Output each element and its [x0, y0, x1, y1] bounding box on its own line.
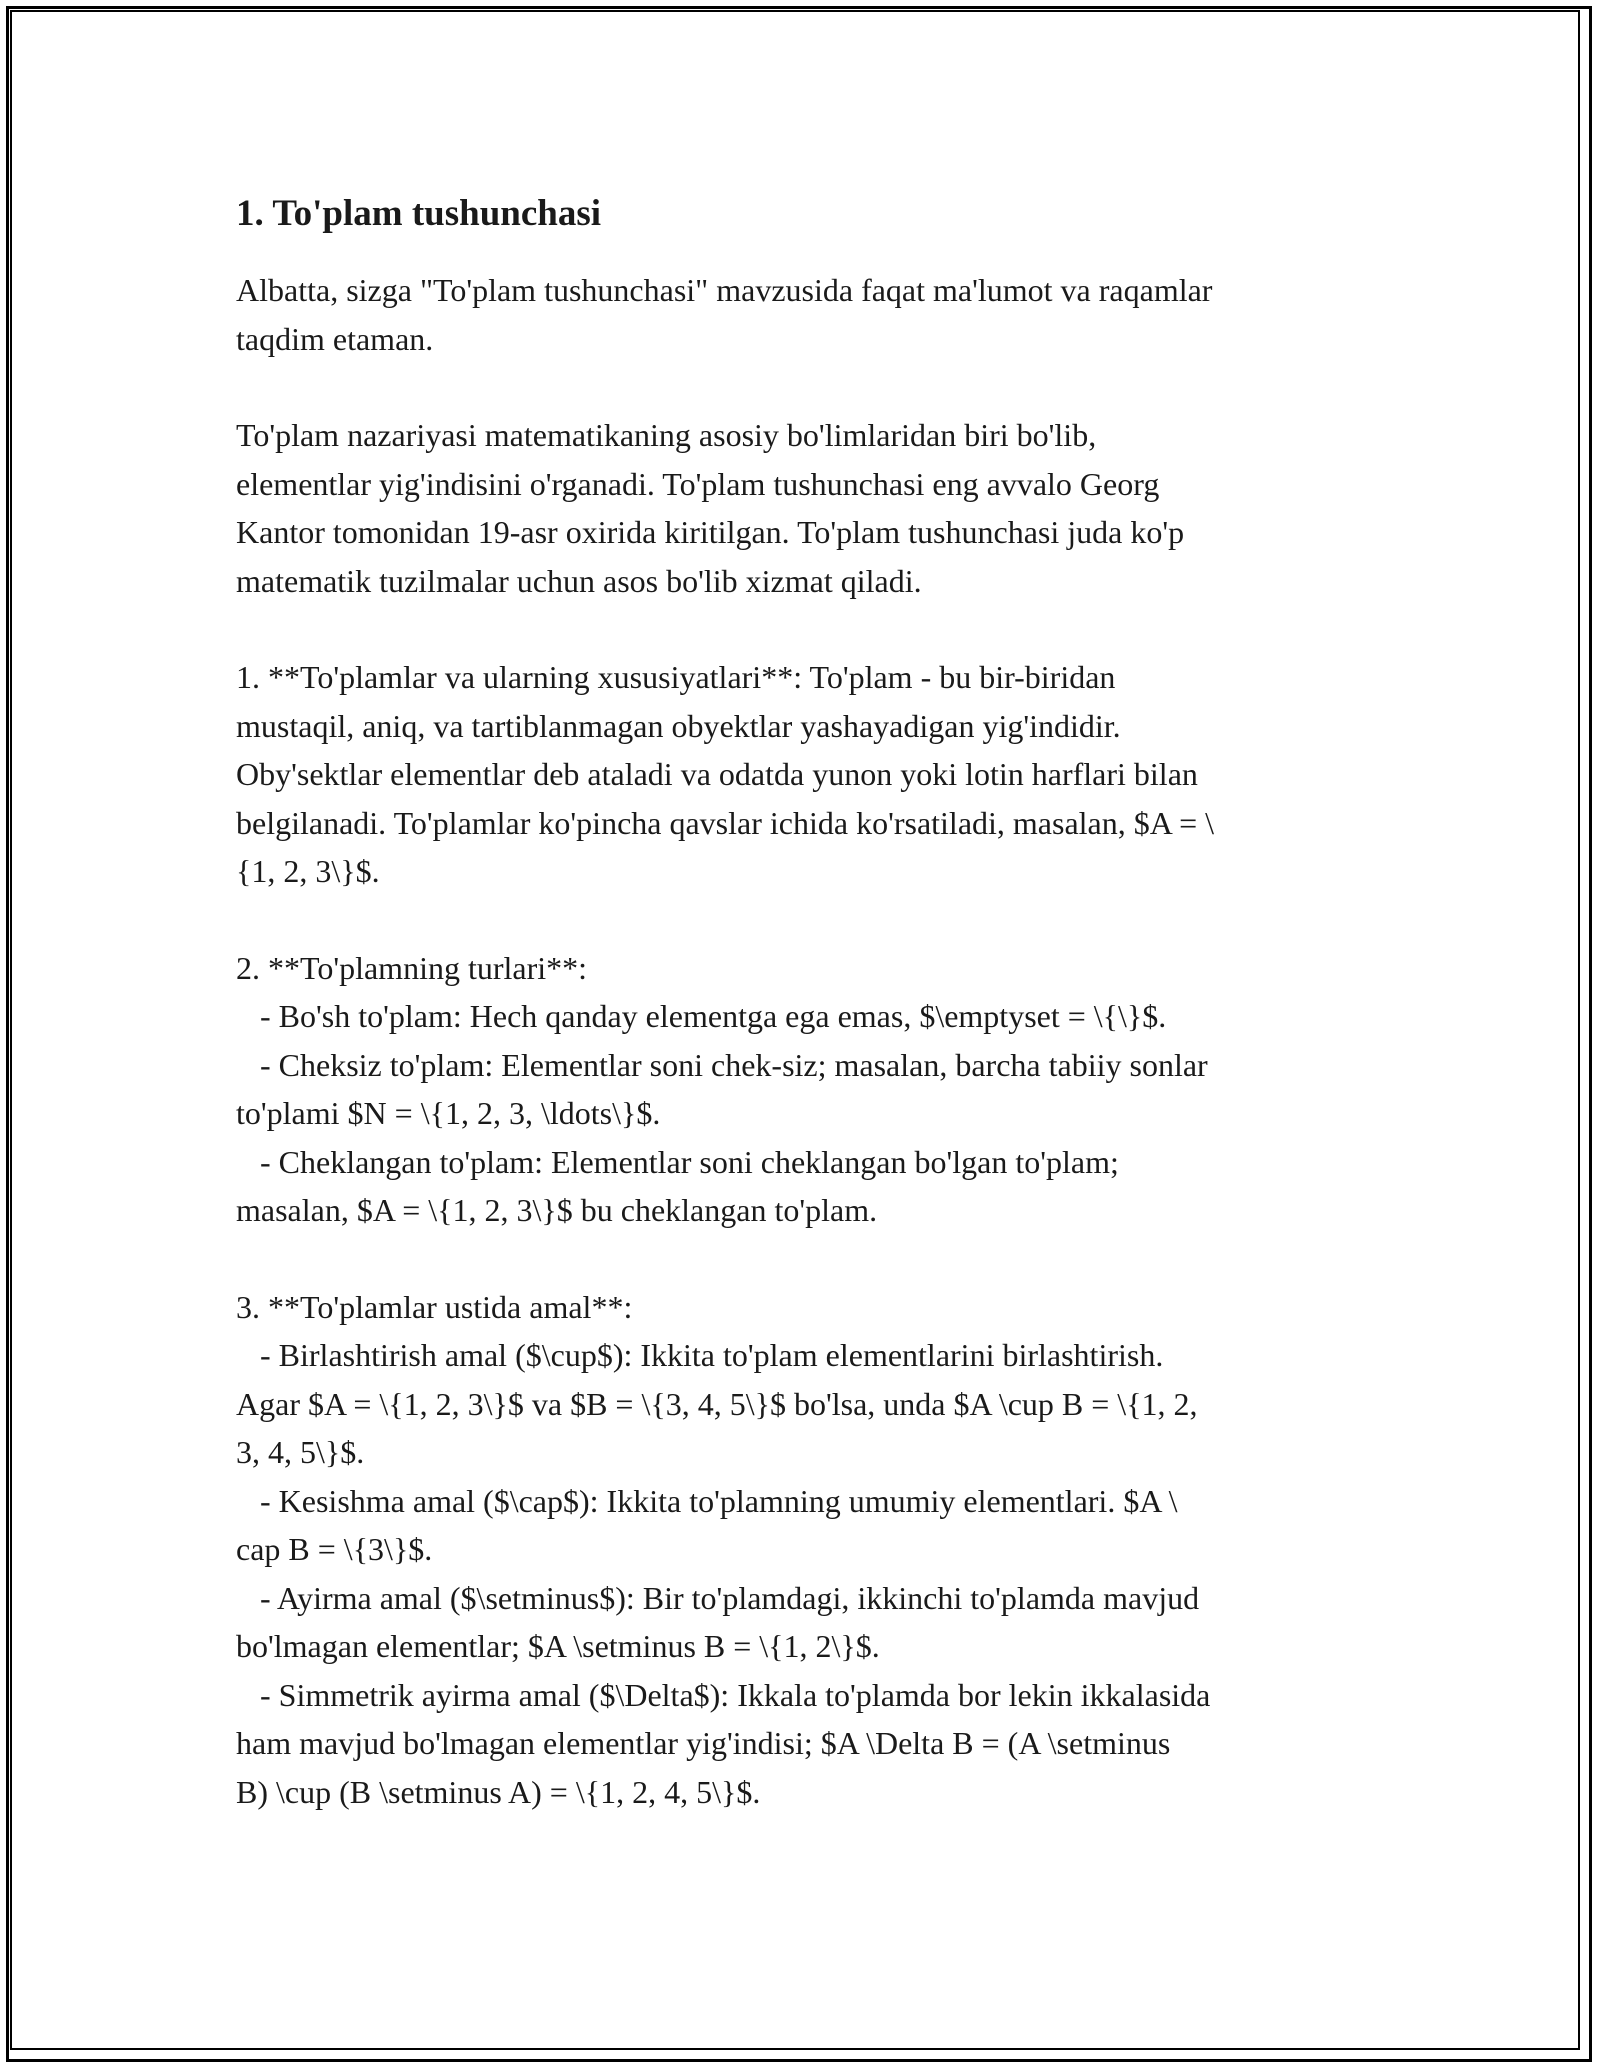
- text-line: 3. **To'plamlar ustida amal**:: [236, 1288, 633, 1325]
- paragraph-properties: [236, 653, 1366, 896]
- document-body: [236, 186, 1366, 1864]
- text-line: B) \cup (B \setminus A) = \{1, 2, 4, 5\}$.: [236, 1773, 761, 1810]
- text-line: 1. **To'plamlar va ularning xususiyatlari**: To'plam - bu bir-biridan: [236, 659, 1116, 695]
- text-line: - Bo'sh to'plam: Hech qanday elementga ega emas, $\emptyset = \{\}$.: [236, 998, 1167, 1034]
- text-line: Oby'sektlar elementlar deb ataladi va odatda yunon yoki lotin harflari bilan: [236, 756, 1198, 792]
- text-line: To'plam nazariyasi matematikaning asosiy bo'limlaridan biri bo'lib,: [236, 417, 1097, 453]
- text-line: bo'lmagan elementlar; $A \setminus B = \{1, 2\}$.: [236, 1628, 880, 1664]
- text-line: - Simmetrik ayirma amal ($\Delta$): Ikkala to'plamda bor lekin ikkalasida: [236, 1676, 1211, 1713]
- text-line: Agar $A = \{1, 2, 3\}$ va $B = \{3, 4, 5\}$ bo'lsa, unda $A \cup B = \{1, 2,: [236, 1385, 1198, 1422]
- paragraph-operations: [236, 1283, 1366, 1817]
- text-line: Kantor tomonidan 19-asr oxirida kiritilgan. To'plam tushunchasi juda ko'p: [236, 514, 1185, 550]
- paragraph-theory: [236, 411, 1366, 605]
- text-line: elementlar yig'indisini o'rganadi. To'plam tushunchasi eng avvalo Georg: [236, 465, 1160, 502]
- text-line: 3, 4, 5\}$.: [236, 1434, 365, 1470]
- text-line: - Ayirma amal ($\setminus$): Bir to'plamdagi, ikkinchi to'plamda mavjud: [236, 1579, 1200, 1616]
- text-line: masalan, $A = \{1, 2, 3\}$ bu cheklangan to'plam.: [236, 1192, 878, 1228]
- text-line: Albatta, sizga "To'plam tushunchasi" mavzusida faqat ma'lumot va raqamlar: [236, 272, 1213, 308]
- text-line: taqdim etaman.: [236, 320, 434, 357]
- text-line: belgilanadi. To'plamlar ko'pincha qavslar ichida ko'rsatiladi, masalan, $A = \: [236, 804, 1215, 841]
- text-line: - Cheksiz to'plam: Elementlar soni chek-siz; masalan, barcha tabiiy sonlar: [236, 1046, 1208, 1083]
- text-line: 2. **To'plamning turlari**:: [236, 949, 588, 986]
- text-line: mustaqil, aniq, va tartiblanmagan obyektlar yashayadigan yig'indidir.: [236, 707, 1121, 744]
- text-line: - Birlashtirish amal ($\cup$): Ikkita to'plam elementlarini birlashtirish.: [236, 1337, 1164, 1373]
- text-line: - Cheklangan to'plam: Elementlar soni cheklangan bo'lgan to'plam;: [236, 1143, 1119, 1180]
- document-title: 1. To'plam tushunchasi: [236, 193, 602, 234]
- text-line: ham mavjud bo'lmagan elementlar yig'indisi; $A \Delta B = (A \setminus: [236, 1725, 1171, 1761]
- text-line: - Kesishma amal ($\cap$): Ikkita to'plamning umumiy elementlari. $A \: [236, 1482, 1178, 1519]
- text-line: cap B = \{3\}$.: [236, 1531, 433, 1567]
- text-line: matematik tuzilmalar uchun asos bo'lib xizmat qiladi.: [236, 562, 922, 599]
- text-line: {1, 2, 3\}$.: [236, 853, 380, 889]
- text-line: to'plami $N = \{1, 2, 3, \ldots\}$.: [236, 1095, 661, 1131]
- paragraph-types: [236, 944, 1366, 1235]
- paragraph-intro: [236, 266, 1366, 363]
